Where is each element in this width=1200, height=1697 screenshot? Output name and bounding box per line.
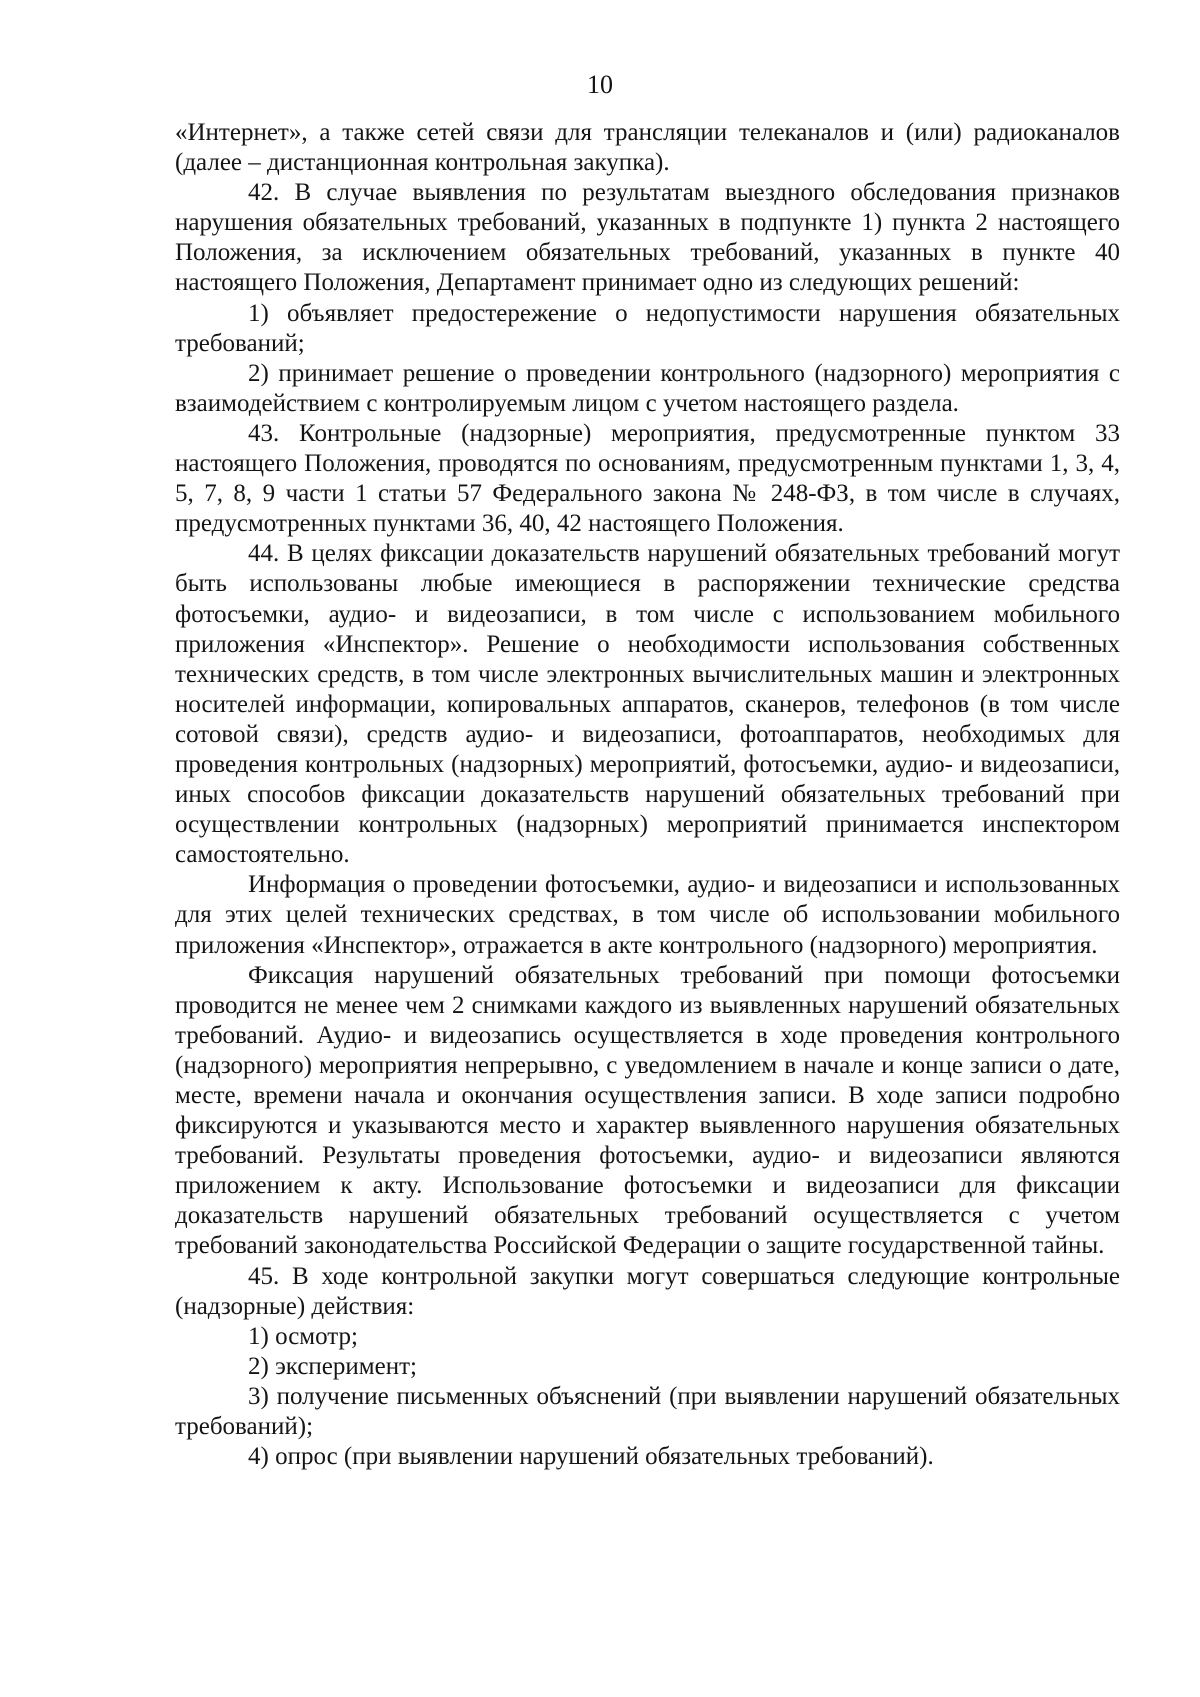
list-item-45-4: 4) опрос (при выявлении нарушений обязательных требований). — [248, 1443, 934, 1471]
paragraph-42: 42. В случае выявления по результатам выездного обследования признаков нарушения обязательных требований, указанных в подпункте 1) пункта 2 настоящего Положения, за исключением обязательных требований, указанных в пункте 40 настоящего Положения, Департамент принимает одно из следующих решений: — [175, 179, 1120, 297]
paragraph-45: 45. В ходе контрольной закупки могут совершаться следующие контрольные (надзорные) действия: — [175, 1262, 1120, 1320]
page-number: 10 — [587, 70, 613, 99]
paragraph-44-fixation: Фиксация нарушений обязательных требований при помощи фотосъемки проводится не менее чем 2 снимками каждого из выявленных нарушений обязательных требований. Аудио- и видеозапись осуществляется в ходе проведения контрольного (надзорного) мероприятия непрерывно, с уведомлением в начале и конце записи о дате, месте, времени начала и окончания осуществления записи. В ходе записи подробно фиксируются и указываются место и характер выявленного нарушения обязательных требований. Результаты проведения фотосъемки, аудио- и видеозаписи являются приложением к акту. Использование фотосъемки и видеозаписи для фиксации доказательств нарушений обязательных требований осуществляется с учетом требований законодательства Российской Федерации о защите государственной тайны. — [175, 961, 1120, 1260]
list-item-45-1: 1) осмотр; — [248, 1322, 358, 1350]
paragraph-43: 43. Контрольные (надзорные) мероприятия, предусмотренные пунктом 33 настоящего Положения, проводятся по основаниям, предусмотренным пунктами 1, 3, 4, 5, 7, 8, 9 части 1 статьи 57 Федерального закона № 248-ФЗ, в том числе в случаях, предусмотренных пунктами 36, 40, 42 настоящего Положения. — [175, 419, 1120, 538]
paragraph-44-information: Информация о проведении фотосъемки, аудио- и видеозаписи и использованных для этих целей технических средствах, в том числе об использовании мобильного приложения «Инспектор», отражается в акте контрольного (надзорного) мероприятия. — [175, 871, 1120, 959]
list-item-42-1: 1) объявляет предостережение о недопустимости нарушения обязательных требований; — [175, 299, 1120, 357]
list-item-42-2: 2) принимает решение о проведении контрольного (надзорного) мероприятия с взаимодействием с контролируемым лицом с учетом настоящего раздела. — [175, 359, 1120, 417]
paragraph-44: 44. В целях фиксации доказательств нарушений обязательных требований могут быть использованы любые имеющиеся в распоряжении технические средства фотосъемки, аудио- и видеозаписи, в том числе с использованием мобильного приложения «Инспектор». Решение о необходимости использования собственных технических средств, в том числе электронных вычислительных машин и электронных носителей информации, копировальных аппаратов, сканеров, телефонов (в том числе сотовой связи), средств аудио- и видеозаписи, фотоаппаратов, необходимых для проведения контрольных (надзорных) мероприятий, фотосъемки, аудио- и видеозаписи, иных способов фиксации доказательств нарушений обязательных требований при осуществлении контрольных (надзорных) мероприятий принимается инспектором самостоятельно. — [175, 540, 1120, 869]
list-item-45-3: 3) получение письменных объяснений (при выявлении нарушений обязательных требований); — [175, 1382, 1120, 1441]
paragraph-intro-continuation: «Интернет», а также сетей связи для трансляции телеканалов и (или) радиоканалов (далее – дистанционная контрольная закупка). — [175, 119, 1120, 177]
list-item-45-2: 2) эксперимент; — [248, 1352, 417, 1380]
document-body — [175, 118, 1120, 1472]
